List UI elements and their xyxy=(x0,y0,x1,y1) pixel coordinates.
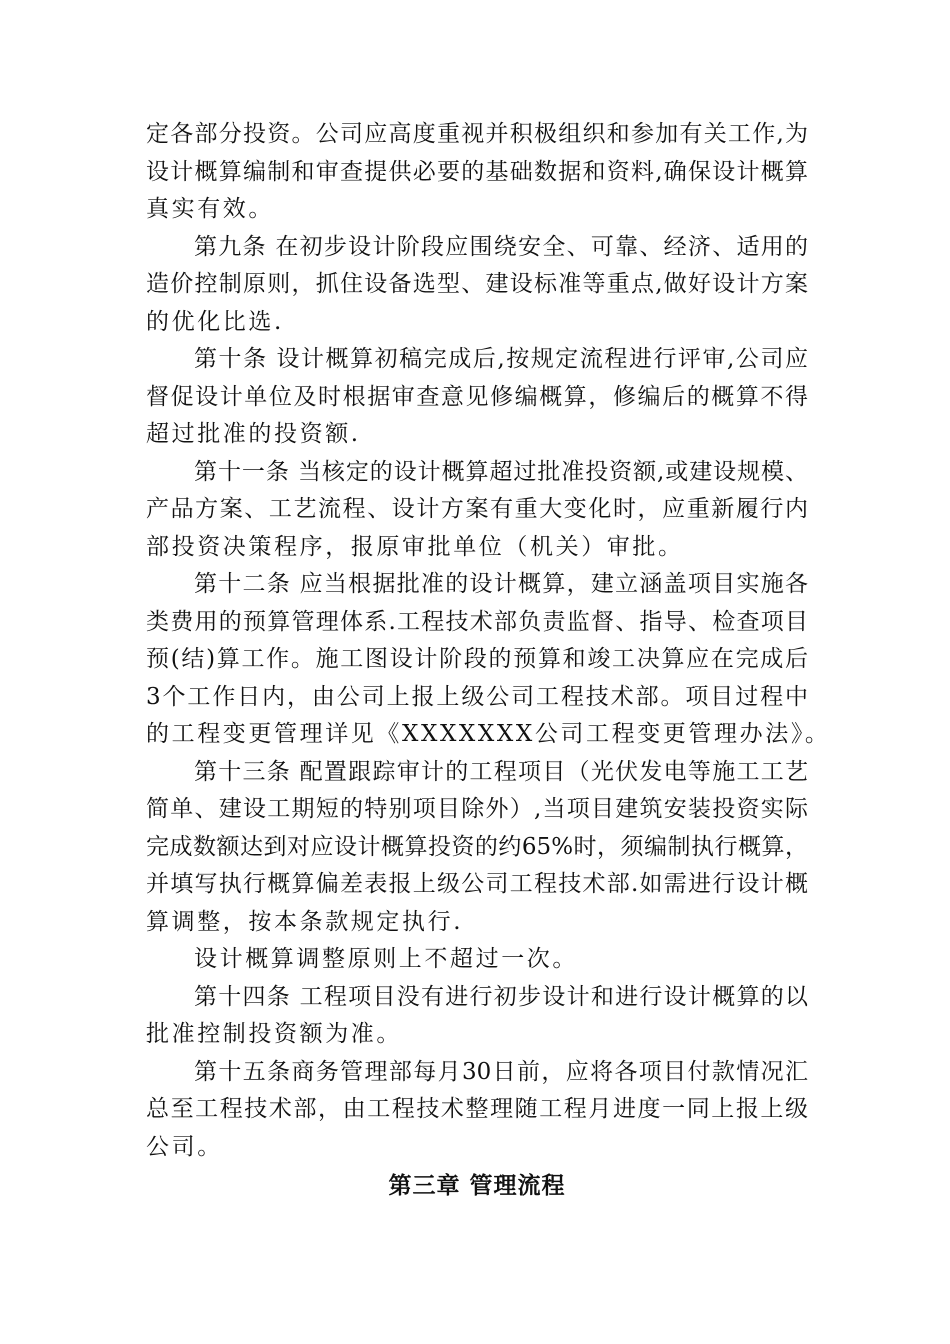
text-line: 设计概算调整原则上不超过一次。 xyxy=(194,946,578,972)
text-line: 造价控制原则，抓住设备选型、建设标准等重点,做好设计方案 xyxy=(146,271,808,297)
text-line: 类费用的预算管理体系.工程技术部负责监督、指导、检查项目 xyxy=(146,608,808,635)
paragraph-note xyxy=(146,941,808,979)
text-line: 设计概算编制和审查提供必要的基础数据和资料,确保设计概算 xyxy=(146,158,808,185)
text-line: 完成数额达到对应设计概算投资的约65%时，须编制执行概算， xyxy=(146,833,808,860)
text-line: 真实有效。 xyxy=(146,196,274,222)
paragraph-article-11 xyxy=(146,454,808,567)
text-line: 并填写执行概算偏差表报上级公司工程技术部.如需进行设计概 xyxy=(146,871,808,897)
paragraph-article-14 xyxy=(146,979,808,1054)
text-line: 第十三条 配置跟踪审计的工程项目（光伏发电等施工工艺 xyxy=(194,758,808,785)
text-line: 3个工作日内，由公司上报上级公司工程技术部。项目过程中 xyxy=(146,683,808,710)
text-line: 批准控制投资额为准。 xyxy=(146,1021,402,1047)
paragraph-article-10 xyxy=(146,341,808,454)
paragraph-article-13 xyxy=(146,754,808,942)
text-line: 算调整，按本条款规定执行. xyxy=(146,908,464,935)
paragraph-article-15 xyxy=(146,1054,808,1167)
text-line: 部投资决策程序，报原审批单位（机关）审批。 xyxy=(146,533,684,560)
text-line: 的优化比选. xyxy=(146,308,284,335)
paragraph-article-9 xyxy=(146,229,808,342)
text-line: 第九条 在初步设计阶段应围绕安全、可靠、经济、适用的 xyxy=(194,233,808,260)
text-line: 公司。 xyxy=(146,1133,223,1160)
text-line: 预(结)算工作。施工图设计阶段的预算和竣工决算应在完成后 xyxy=(146,646,808,672)
text-line: 第十条 设计概算初稿完成后,按规定流程进行评审,公司应 xyxy=(194,346,808,372)
text-line: 的工程变更管理详见《XXXXXXX公司工程变更管理办法》。 xyxy=(146,721,831,747)
text-line: 简单、建设工期短的特别项目除外）,当项目建筑安装投资实际 xyxy=(146,796,808,822)
text-line: 定各部分投资。公司应高度重视并积极组织和参加有关工作,为 xyxy=(146,121,808,147)
paragraph-article-12 xyxy=(146,566,831,754)
text-line: 督促设计单位及时根据审查意见修编概算，修编后的概算不得 xyxy=(146,383,808,410)
text-line: 第十二条 应当根据批准的设计概算，建立涵盖项目实施各 xyxy=(194,571,808,597)
chapter-heading: 第三章 管理流程 xyxy=(388,1173,566,1199)
paragraph xyxy=(146,116,808,229)
text-line: 产品方案、工艺流程、设计方案有重大变化时，应重新履行内 xyxy=(146,496,808,522)
text-line: 第十四条 工程项目没有进行初步设计和进行设计概算的以 xyxy=(194,983,808,1010)
text-line: 第十五条商务管理部每月30日前，应将各项目付款情况汇 xyxy=(194,1058,808,1085)
document-page xyxy=(146,116,831,1206)
text-line: 总至工程技术部，由工程技术整理随工程月进度一同上报上级 xyxy=(146,1096,808,1122)
text-line: 第十一条 当核定的设计概算超过批准投资额,或建设规模、 xyxy=(194,458,808,485)
text-line: 超过批准的投资额. xyxy=(146,421,361,447)
